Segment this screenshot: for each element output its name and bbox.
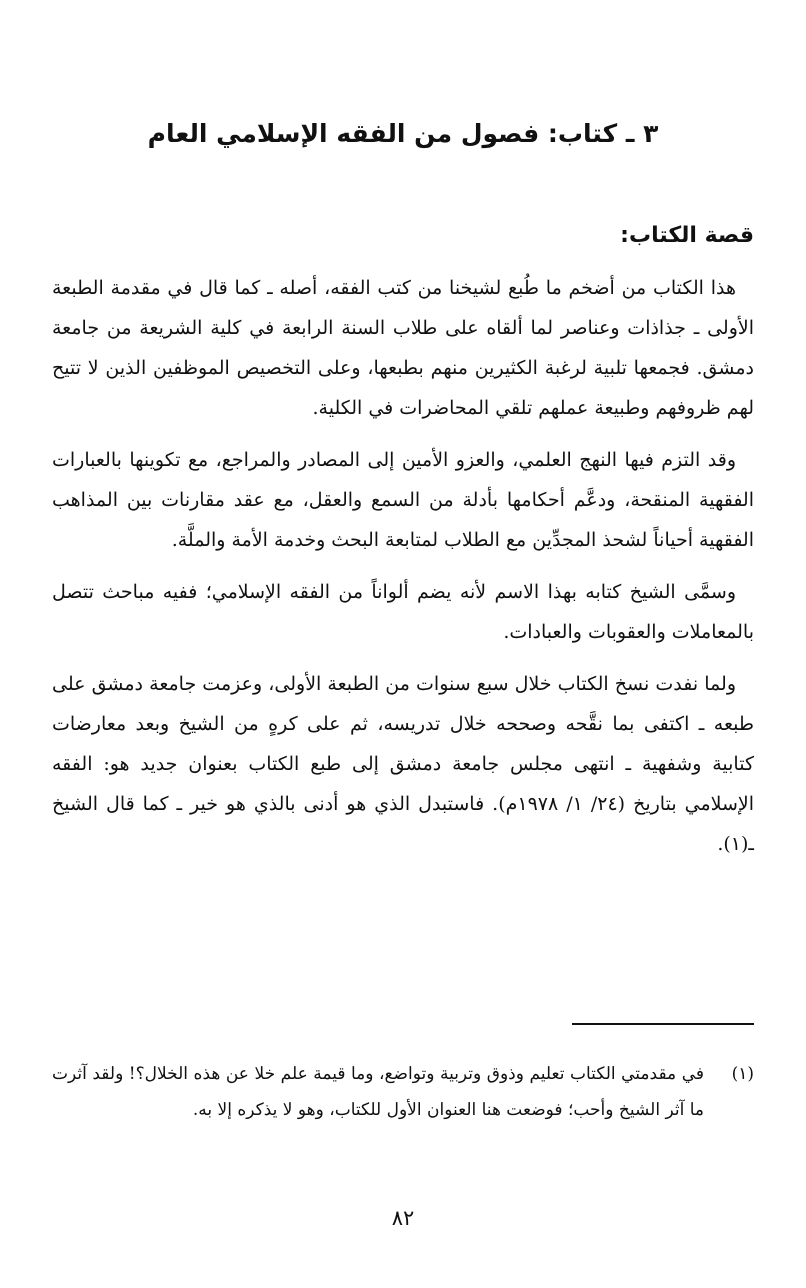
paragraph-2: وقد التزم فيها النهج العلمي، والعزو الأمين إلى المصادر والمراجع، مع تكوينها بالعبارات الفقهية المنقحة، ودعَّم أحكامها بأدلة من السمع والعقل، مع عقد مقارنات بين المذاهب الفقهية أحياناً لشحذ المجدِّين مع الطلاب لمتابعة البحث وخدمة الأمة والملَّة. xyxy=(52,449,754,551)
main-text xyxy=(52,268,754,876)
section-heading: قصة الكتاب: xyxy=(620,223,754,248)
paragraph-4: ولما نفدت نسخ الكتاب خلال سبع سنوات من الطبعة الأولى، وعزمت جامعة دمشق على طبعه ـ اكتفى بما نقَّحه وصححه خلال تدريسه، ثم على كرهٍ من الشيخ وبعد معارضات كتابية وشفهية ـ انتهى مجلس جامعة دمشق إلى طبع الكتاب بعنوان جديد هو: الفقه الإسلامي بتاريخ (٢٤/ ١/ ١٩٧٨م). فاستبدل الذي هو أدنى بالذي هو خير ـ كما قال الشيخ ـ(١). xyxy=(52,673,754,855)
footnote-divider xyxy=(572,1023,754,1025)
footnote-text: في مقدمتي الكتاب تعليم وذوق وتربية وتواضع، وما قيمة علم خلا عن هذه الخلال؟! ولقد آثرت ما آثر الشيخ وأحب؛ فوضعت هنا العنوان الأول للكتاب، وهو لا يذكره إلا به. xyxy=(52,1064,704,1120)
footnote xyxy=(52,1056,754,1128)
footnote-marker: (١) xyxy=(731,1064,754,1084)
paragraph-1: هذا الكتاب من أضخم ما طُبع لشيخنا من كتب الفقه، أصله ـ كما قال في مقدمة الطبعة الأولى ـ جذاذات وعناصر لما ألقاه على طلاب السنة الرابعة في كلية الشريعة من جامعة دمشق. فجمعها تلبية لرغبة الكثيرين منهم بطبعها، وعلى التخصيص الموظفين الذين لا تتيح لهم ظروفهم وطبيعة عملهم تلقي المحاضرات في الكلية. xyxy=(52,277,754,419)
chapter-title: ٣ ـ كتاب: فصول من الفقه الإسلامي العام xyxy=(147,119,659,148)
page-number: ٨٢ xyxy=(391,1206,415,1230)
paragraph-3: وسمَّى الشيخ كتابه بهذا الاسم لأنه يضم ألواناً من الفقه الإسلامي؛ ففيه مباحث تتصل بالمعاملات والعقوبات والعبادات. xyxy=(52,581,754,643)
